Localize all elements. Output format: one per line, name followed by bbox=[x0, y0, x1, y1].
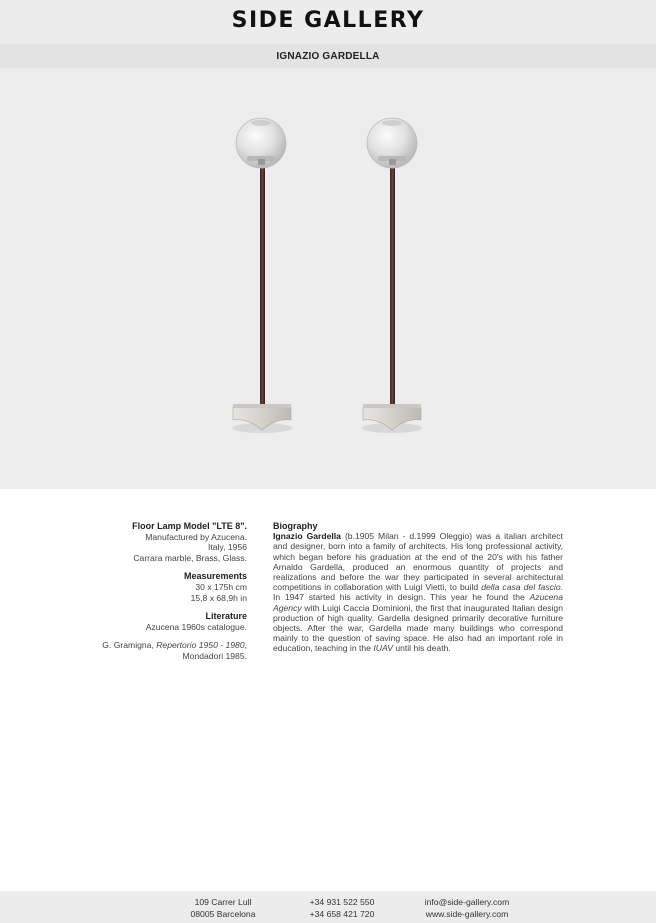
phone-1[interactable]: +34 931 522 550 bbox=[309, 897, 375, 907]
product-title: Floor Lamp Model "LTE 8". bbox=[132, 521, 247, 531]
header bbox=[0, 0, 656, 68]
biography bbox=[273, 521, 563, 654]
ref2-end: , bbox=[244, 640, 247, 651]
biography-heading: Biography bbox=[273, 521, 318, 531]
website-link[interactable]: www.side-gallery.com bbox=[425, 909, 509, 919]
footer-contact bbox=[402, 896, 532, 920]
address-line-2: 08005 Barcelona bbox=[190, 909, 256, 919]
measurements-cm: 30 x 175h cm bbox=[195, 581, 247, 592]
measurements bbox=[60, 571, 247, 603]
origin: Italy, 1956 bbox=[207, 542, 247, 553]
bio-italic-1: della casa del fascio bbox=[481, 582, 561, 593]
footer-address bbox=[158, 896, 288, 920]
bio-text-2: . In 1947 started his activity in design. This year he found the bbox=[273, 582, 564, 603]
lamps-image bbox=[0, 68, 656, 489]
biography-text bbox=[273, 531, 563, 653]
ref2-publisher: Mondadori 1985. bbox=[182, 650, 247, 661]
lamp-right bbox=[362, 118, 422, 433]
designer-name: IGNAZIO GARDELLA bbox=[276, 51, 380, 62]
address-line-1: 109 Carrer Lull bbox=[194, 897, 252, 907]
bio-name: Ignazio Gardella bbox=[273, 531, 341, 542]
product-photo bbox=[0, 68, 656, 489]
product-info bbox=[60, 521, 247, 563]
product-details bbox=[60, 521, 247, 670]
literature-ref-2 bbox=[60, 640, 247, 661]
footer-phones bbox=[277, 896, 407, 920]
literature bbox=[60, 611, 247, 632]
manufacturer: Manufactured by Azucena. bbox=[145, 531, 247, 542]
email-link[interactable]: info@side-gallery.com bbox=[424, 897, 510, 907]
materials: Carrara marble, Brass, Glass. bbox=[133, 552, 247, 563]
phone-2[interactable]: +34 658 421 720 bbox=[309, 909, 375, 919]
lamp-left bbox=[232, 118, 292, 433]
bio-text-3: with Luigi Caccia Dominioni, the first that inaugurated Italian design production of high quality. Gardella designed primarily decorative furniture objects. After the war, Gardella made many buildings who correspond mainly to the question of saving space. He also had an important role in education, teaching in the bbox=[273, 602, 563, 654]
gallery-logo[interactable]: SIDE GALLERY bbox=[231, 8, 425, 33]
ref2-title: Repertorio 1950 - 1980 bbox=[156, 640, 245, 651]
bio-text-4: until his death. bbox=[392, 643, 451, 654]
ref2-author: G. Gramigna, bbox=[102, 640, 157, 651]
literature-heading: Literature bbox=[205, 611, 247, 622]
measurements-in: 15,8 x 68,9h in bbox=[190, 592, 247, 603]
bio-text-1: (b.1905 Milan - d.1999 Oleggio) was a italian architect and designer, born into a family of architects. His long professional activity, which began before his graduation at the end of the 20's with his father Arnaldo Gardella, produced an enormous quantity of projects and realizations and before the war they participated in several architectural competitions in collaboration with Luigi Vietti, to build bbox=[273, 531, 563, 593]
bio-italic-3: IUAV bbox=[373, 643, 393, 654]
literature-ref-1: Azucena 1960s catalogue. bbox=[145, 621, 247, 632]
bio-italic-2: Azucena Agency bbox=[273, 592, 563, 613]
measurements-heading: Measurements bbox=[183, 571, 247, 582]
